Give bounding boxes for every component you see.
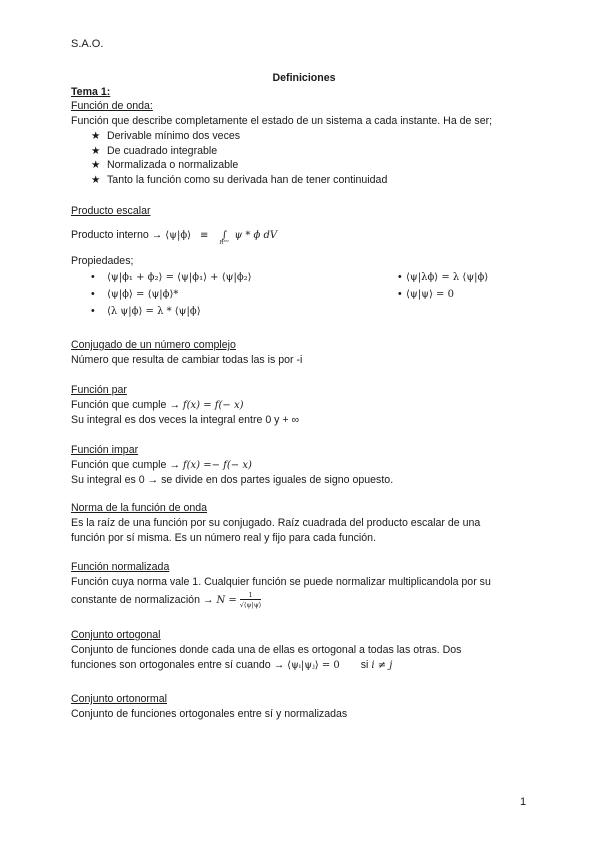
list-item: ★ De cuadrado integrable: [91, 144, 218, 157]
star-bullet-icon: ★: [91, 130, 101, 142]
conjugado-heading: Conjugado de un número complejo: [71, 339, 236, 351]
normalization-fraction: $\frac{1}{√⟨\psi|\psi⟩}$: [239, 591, 262, 609]
norma-line2: función por sí misma. Es un número real y fijo para cada función.: [71, 532, 377, 544]
ortogonal-line1: Conjunto de funciones donde cada una de ellas es ortogonal a todas las otras. Dos: [71, 644, 462, 656]
funcion-impar-heading: Función impar: [71, 444, 139, 456]
funcion-par-heading: Función par: [71, 384, 127, 396]
bullet-icon: •: [398, 288, 402, 300]
integral-symbol: ∫ R³ᴺ: [219, 230, 229, 246]
bullet-icon: •: [398, 271, 402, 283]
norma-heading: Norma de la función de onda: [71, 502, 208, 514]
funcion-impar-line2: Su integral es 0 → se divide en dos partes iguales de signo opuesto.: [71, 474, 394, 486]
list-item: ★ Tanto la función como su derivada han de tener continuidad: [91, 174, 388, 187]
list-item: ★ Derivable mínimo dos veces: [91, 130, 241, 142]
page-title: Definiciones: [272, 72, 336, 84]
bullet-icon: •: [91, 271, 95, 283]
funcion-par-line2: Su integral es dos veces la integral entre 0 y + ∞: [71, 414, 300, 426]
normalizada-line2: constante de normalización → N = $\frac{1}{√⟨\psi|\psi⟩}$: [71, 591, 262, 609]
norma-line1: Es la raíz de una función por su conjugado. Raíz cuadrada del producto escalar de una: [71, 517, 481, 529]
star-bullet-icon: ★: [91, 144, 101, 157]
star-bullet-icon: ★: [91, 159, 101, 172]
bullet-list-onda: [91, 130, 387, 189]
list-item: • ⟨λ ψ|ϕ⟩ = λ * ⟨ψ|ϕ⟩: [91, 305, 201, 317]
propiedades-left-list: [91, 271, 252, 322]
funcion-par-line1: Función que cumple → f(x) = f(− x): [71, 399, 244, 411]
star-bullet-icon: ★: [91, 174, 101, 187]
list-item: • ⟨ψ|ϕ₁ + ϕ₂⟩ = ⟨ψ|ϕ₁⟩ + ⟨ψ|ϕ₂⟩: [91, 271, 252, 283]
page-number: 1: [520, 796, 527, 808]
funcion-impar-line1: Función que cumple → f(x) =− f(− x): [71, 459, 252, 471]
ortogonal-line2: funciones son ortogonales entre sí cuando → ⟨ψᵢ|ψⱼ⟩ = 0 si i ≠ j: [71, 659, 393, 671]
propiedades-right-list: [398, 271, 488, 305]
propiedades-label: Propiedades;: [71, 255, 134, 267]
funcion-onda-text: Función que describe completamente el estado de un sistema a cada instante. Ha de ser;: [71, 115, 493, 127]
ortogonal-heading: Conjunto ortogonal: [71, 629, 161, 641]
tema-heading: Tema 1:: [71, 86, 111, 98]
funcion-onda-heading: Función de onda:: [71, 100, 153, 112]
producto-escalar-heading: Producto escalar: [71, 205, 151, 217]
conjugado-text: Número que resulta de cambiar todas las is por -i: [71, 354, 303, 366]
producto-interno-line: Producto interno → ⟨ψ|ϕ⟩ ≡ ∫ R³ᴺ ψ * ϕ dV: [71, 229, 278, 246]
list-item: • ⟨ψ|λϕ⟩ = λ ⟨ψ|ϕ⟩: [398, 271, 489, 283]
list-item: • ⟨ψ|ϕ⟩ = ⟨ψ|ϕ⟩*: [91, 288, 179, 300]
normalizada-heading: Función normalizada: [71, 561, 170, 573]
list-item: ★ Normalizada o normalizable: [91, 159, 239, 172]
ortonormal-text: Conjunto de funciones ortogonales entre sí y normalizadas: [71, 708, 348, 720]
normalizada-line1: Función cuya norma vale 1. Cualquier función se puede normalizar multiplicandola por su: [71, 576, 491, 588]
author-initials: S.A.O.: [71, 38, 104, 50]
bullet-icon: •: [91, 288, 95, 300]
ortonormal-heading: Conjunto ortonormal: [71, 693, 167, 705]
list-item: • ⟨ψ|ψ⟩ = 0: [398, 288, 454, 300]
bullet-icon: •: [91, 305, 95, 317]
